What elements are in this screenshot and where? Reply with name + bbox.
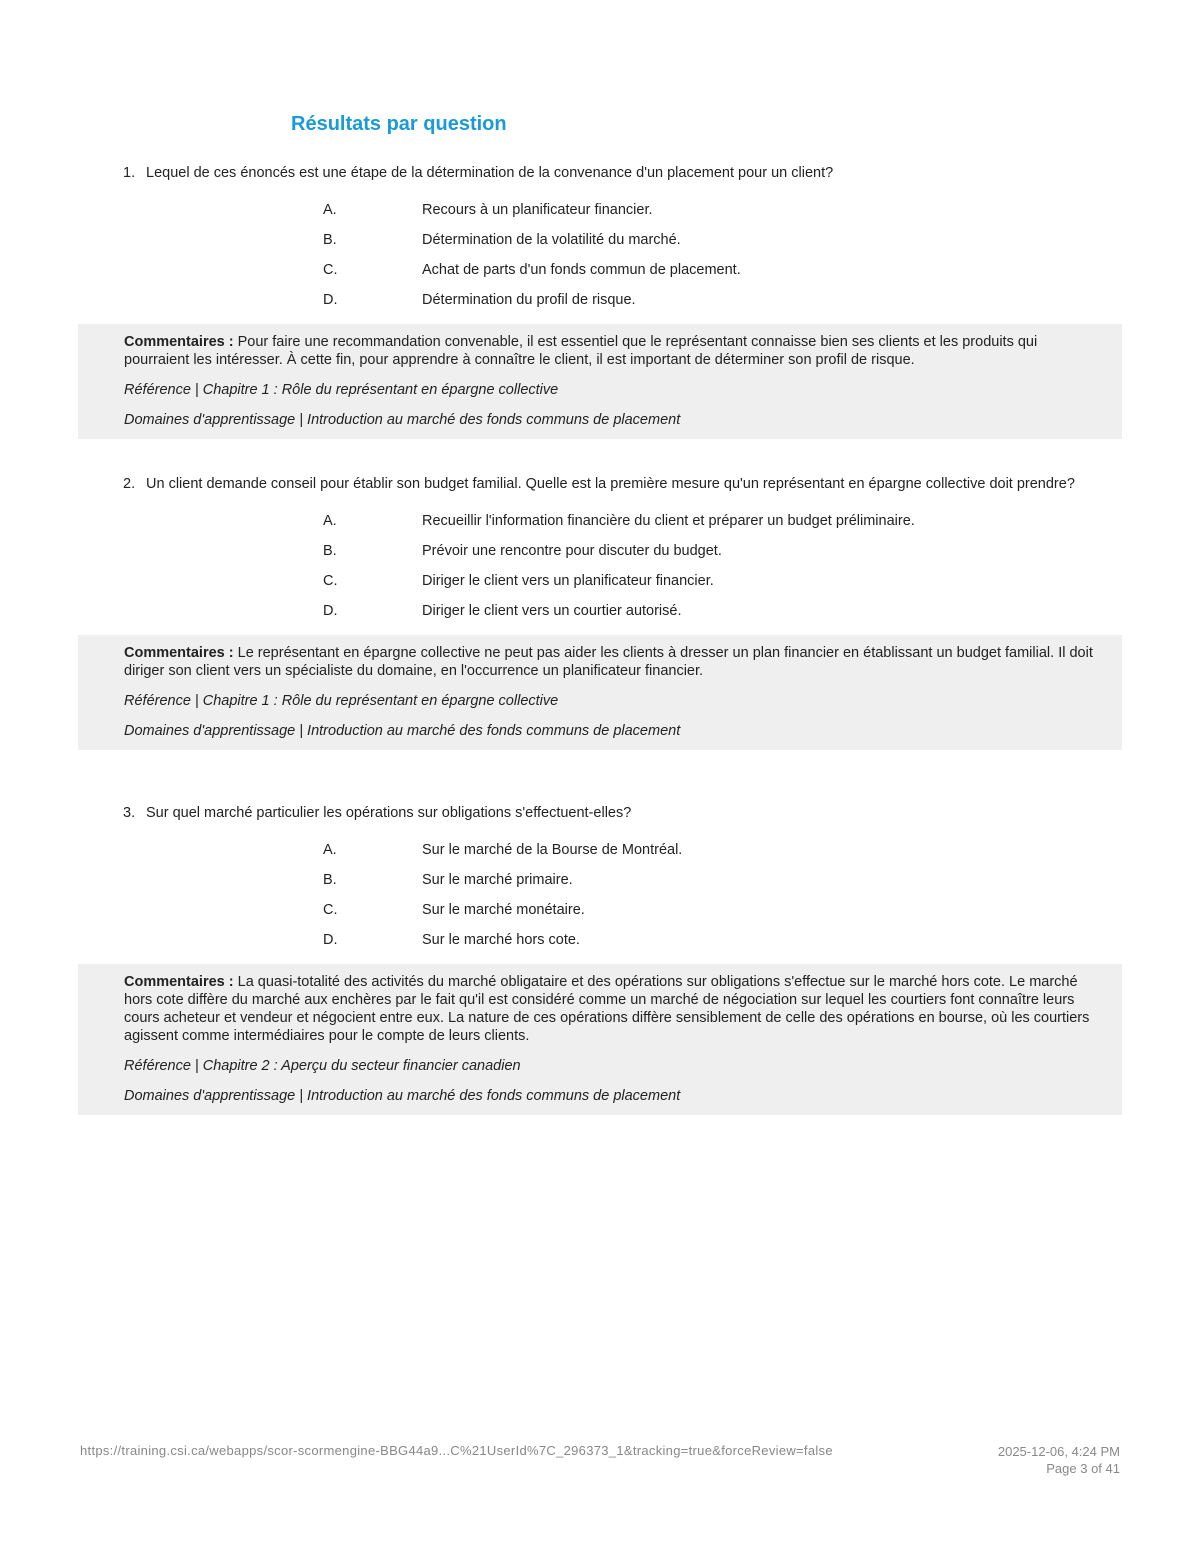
- option-text: Sur le marché monétaire.: [422, 902, 585, 918]
- learning-domain-line: Domaines d'apprentissage | Introduction au marché des fonds communs de placement: [124, 1088, 681, 1104]
- learning-domain-line: Domaines d'apprentissage | Introduction au marché des fonds communs de placement: [124, 412, 681, 428]
- footer-page-number: Page 3 of 41: [1046, 1461, 1120, 1476]
- feedback-box: [78, 635, 1122, 750]
- question-text: [123, 164, 1108, 182]
- answer-option: [0, 255, 1200, 285]
- option-text: Sur le marché hors cote.: [422, 932, 580, 948]
- option-letter: B.: [323, 232, 337, 248]
- option-text: Diriger le client vers un planificateur financier.: [422, 573, 714, 589]
- feedback-label: Commentaires :: [124, 974, 234, 990]
- reference-line: Référence | Chapitre 2 : Aperçu du secteur financier canadien: [124, 1058, 521, 1074]
- question-prompt: Lequel de ces énoncés est une étape de la détermination de la convenance d'un placement pour un client?: [146, 165, 834, 181]
- option-letter: D.: [323, 292, 338, 308]
- option-text: Prévoir une rencontre pour discuter du budget.: [422, 543, 722, 559]
- answer-option: [0, 925, 1200, 955]
- option-letter: C.: [323, 902, 338, 918]
- feedback-text: [124, 644, 1100, 680]
- option-letter: A.: [323, 202, 337, 218]
- option-letter: A.: [323, 513, 337, 529]
- footer-meta: [998, 1443, 1120, 1477]
- feedback-label: Commentaires :: [124, 334, 234, 350]
- answer-option: [0, 506, 1200, 536]
- feedback-body: Le représentant en épargne collective ne peut pas aider les clients à dresser un plan financier en établissant un budget familial. Il doit diriger son client vers un spécialiste du domaine, en l'occurrence un planificateur financier.: [124, 645, 1093, 679]
- answer-option: [0, 536, 1200, 566]
- question-3: [0, 804, 1200, 1115]
- answer-options: [0, 195, 1200, 315]
- option-text: Sur le marché primaire.: [422, 872, 573, 888]
- page-title: Résultats par question: [291, 113, 507, 135]
- option-text: Détermination du profil de risque.: [422, 292, 636, 308]
- option-letter: C.: [323, 262, 338, 278]
- answer-option: [0, 865, 1200, 895]
- option-text: Recueillir l'information financière du client et préparer un budget préliminaire.: [422, 513, 915, 529]
- question-text: [123, 804, 1108, 822]
- answer-options: [0, 506, 1200, 626]
- answer-options: [0, 835, 1200, 955]
- question-number: 3.: [123, 805, 136, 821]
- reference-line: Référence | Chapitre 1 : Rôle du représentant en épargne collective: [124, 693, 559, 709]
- learning-domain-line: Domaines d'apprentissage | Introduction au marché des fonds communs de placement: [124, 723, 681, 739]
- question-1: [0, 164, 1200, 439]
- option-text: Recours à un planificateur financier.: [422, 202, 653, 218]
- option-text: Achat de parts d'un fonds commun de placement.: [422, 262, 741, 278]
- option-letter: A.: [323, 842, 337, 858]
- answer-option: [0, 566, 1200, 596]
- answer-option: [0, 225, 1200, 255]
- feedback-body: Pour faire une recommandation convenable, il est essentiel que le représentant connaisse bien ses clients et les produits qui pourraient les intéresser. À cette fin, pour apprendre à connaître le client, il est important de déterminer son profil de risque.: [124, 334, 1038, 368]
- feedback-text: [124, 333, 1100, 369]
- question-number: 2.: [123, 476, 136, 492]
- option-text: Sur le marché de la Bourse de Montréal.: [422, 842, 683, 858]
- option-letter: D.: [323, 603, 338, 619]
- answer-option: [0, 835, 1200, 865]
- feedback-label: Commentaires :: [124, 645, 234, 661]
- answer-option: [0, 596, 1200, 626]
- footer-url: https://training.csi.ca/webapps/scor-scormengine-BBG44a9...C%21UserId%7C_296373_1&tracking=true&forceReview=false: [80, 1443, 833, 1458]
- answer-option: [0, 895, 1200, 925]
- answer-option: [0, 285, 1200, 315]
- option-text: Détermination de la volatilité du marché.: [422, 232, 681, 248]
- question-number: 1.: [123, 165, 136, 181]
- answer-option: [0, 195, 1200, 225]
- feedback-body: La quasi-totalité des activités du marché obligataire et des opérations sur obligations s'effectue sur le marché hors cote. Le marché hors cote diffère du marché aux enchères par le fait qu'il est considéré comme un marché de négociation sur lequel les courtiers font connaître leurs cours acheteur et vendeur et négocient entre eux. La nature de ces opérations diffère sensiblement de celle des opérations en bourse, où les courtiers agissent comme intermédiaires pour le compte de leurs clients.: [124, 974, 1090, 1044]
- option-letter: D.: [323, 932, 338, 948]
- footer-datetime: 2025-12-06, 4:24 PM: [997, 1444, 1120, 1459]
- option-letter: B.: [323, 872, 337, 888]
- question-2: [0, 475, 1200, 750]
- option-text: Diriger le client vers un courtier autorisé.: [422, 603, 682, 619]
- question-prompt: Sur quel marché particulier les opérations sur obligations s'effectuent-elles?: [146, 805, 632, 821]
- reference-line: Référence | Chapitre 1 : Rôle du représentant en épargne collective: [124, 382, 559, 398]
- option-letter: B.: [323, 543, 337, 559]
- question-text: [123, 475, 1108, 493]
- question-prompt: Un client demande conseil pour établir son budget familial. Quelle est la première mesure qu'un représentant en épargne collective doit prendre?: [146, 476, 1075, 492]
- feedback-text: [124, 973, 1100, 1045]
- option-letter: C.: [323, 573, 338, 589]
- feedback-box: [78, 964, 1122, 1115]
- feedback-box: [78, 324, 1122, 439]
